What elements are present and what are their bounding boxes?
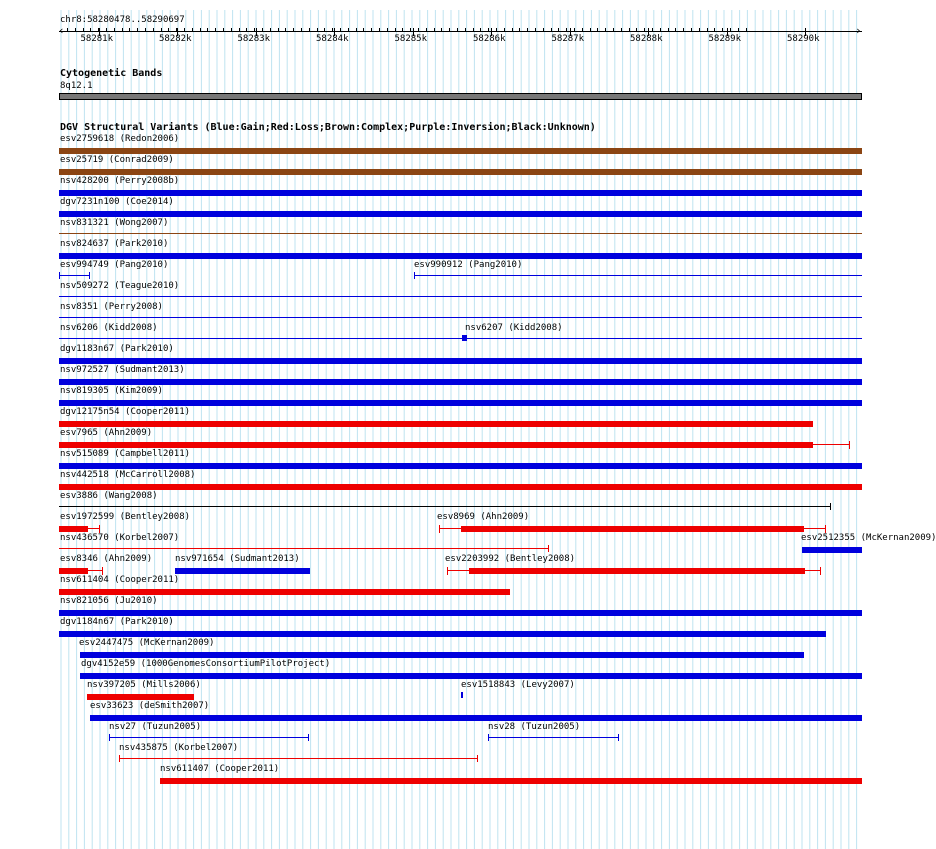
ruler-minor-tick [644,28,645,31]
ruler-minor-tick [270,28,271,31]
ruler-label: 58289k [708,34,742,44]
ruler-label: 58282k [159,34,192,44]
variant-bar[interactable] [59,568,88,574]
ruler-minor-tick [465,28,466,31]
variant-bar[interactable] [59,275,89,276]
variant-bar[interactable] [87,694,194,700]
ruler-minor-tick [738,28,739,31]
ruler-minor-tick [395,28,396,31]
ruler-minor-tick [621,28,622,31]
ruler-arrow-icon: › [855,24,862,37]
variant-bar[interactable] [59,190,862,196]
variant-end-tick[interactable] [308,734,309,741]
variant-end-tick[interactable] [109,734,110,741]
ruler-minor-tick [402,28,403,31]
ruler-minor-tick [551,28,552,31]
ruler-minor-tick [582,28,583,31]
variant-bar[interactable] [488,737,618,738]
variant-bar[interactable] [59,358,862,364]
ruler-minor-tick [613,28,614,31]
variant-end-tick[interactable] [89,272,90,279]
ruler-minor-tick [730,28,731,31]
variant-end-tick[interactable] [447,567,448,575]
cytoband-label: 8q12.1 [60,81,93,91]
ruler-minor-tick [519,28,520,31]
variant-bar[interactable] [109,737,308,738]
ruler-minor-tick [122,28,123,31]
variant-label[interactable]: dgv4152e59 (1000GenomesConsortiumPilotProject) [81,659,331,669]
ruler-minor-tick [527,28,528,31]
ruler-minor-tick [457,28,458,31]
variant-end-tick[interactable] [99,525,100,533]
ruler-minor-tick [714,28,715,31]
variant-label[interactable]: nsv972527 (Sudmant2013) [60,365,185,375]
variant-label[interactable]: esv2512355 (McKernan2009) [801,533,936,543]
ruler-label: 58281k [80,34,114,44]
ruler-minor-tick [605,28,606,31]
ruler-minor-tick [215,28,216,31]
variant-bar[interactable] [59,211,862,217]
ruler-minor-tick [363,28,364,31]
ruler-minor-tick [597,28,598,31]
variant-end-tick[interactable] [439,525,440,533]
ruler-minor-tick [145,28,146,31]
ruler-minor-tick [262,28,263,31]
ruler-minor-tick [75,28,76,31]
variant-label[interactable]: esv1972599 (Bentley2008) [60,512,191,522]
variant-label[interactable]: nsv515089 (Campbell2011) [60,449,191,459]
ruler-minor-tick [660,28,661,31]
variant-label[interactable]: nsv436570 (Korbel2007) [60,533,180,543]
variant-bar[interactable] [59,169,862,175]
variant-label[interactable]: nsv819305 (Kim2009) [60,386,163,396]
ruler-label: 58285k [394,34,428,44]
variant-label[interactable]: nsv611407 (Cooper2011) [160,764,280,774]
ruler-minor-tick [449,28,450,31]
variant-bar[interactable] [160,778,862,784]
ruler-minor-tick [161,28,162,31]
ruler-minor-tick [668,28,669,31]
cytoband-track-title: Cytogenetic Bands [60,68,163,79]
variant-end-tick[interactable] [548,545,549,552]
ruler-minor-tick [652,28,653,31]
variant-label[interactable]: esv994749 (Pang2010) [60,260,169,270]
variant-label[interactable]: nsv971654 (Sudmant2013) [175,554,300,564]
ruler-minor-tick [301,28,302,31]
variant-end-tick[interactable] [825,525,826,533]
variant-label[interactable]: dgv12175n54 (Cooper2011) [60,407,191,417]
ruler-minor-tick [129,28,130,31]
ruler-minor-tick [574,28,575,31]
variant-label[interactable]: nsv428200 (Perry2008b) [60,176,180,186]
variant-bar[interactable] [175,568,310,574]
variant-end-tick[interactable] [618,734,619,741]
ruler-minor-tick [636,28,637,31]
ruler-minor-tick [231,28,232,31]
variant-bar[interactable] [469,568,805,574]
ruler-minor-tick [683,28,684,31]
ruler-label: 58288k [630,34,663,44]
variant-bar[interactable] [59,296,862,297]
variant-label[interactable]: nsv28 (Tuzun2005) [488,722,581,732]
variant-end-tick[interactable] [488,734,489,741]
variant-label[interactable]: nsv27 (Tuzun2005) [109,722,202,732]
ruler-minor-tick [504,28,505,31]
variant-label[interactable]: esv2759618 (Redon2006) [60,134,180,144]
ruler-minor-tick [691,28,692,31]
variant-bar[interactable] [59,463,862,469]
variant-label[interactable]: nsv509272 (Teague2010) [60,281,180,291]
ruler-minor-tick [168,28,169,31]
ruler-minor-tick [496,28,497,31]
variant-bar[interactable] [119,758,477,759]
ruler-minor-tick [473,28,474,31]
ruler-minor-tick [246,28,247,31]
ruler-label: 58290k [787,34,820,44]
variant-label[interactable]: nsv824637 (Park2010) [60,239,169,249]
variant-bar[interactable] [59,484,862,490]
ruler-minor-tick [387,28,388,31]
ruler-minor-tick [285,28,286,31]
variant-end-tick[interactable] [820,567,821,575]
variant-bar[interactable] [59,253,862,259]
ruler-minor-tick [293,28,294,31]
variant-bar[interactable] [90,715,862,721]
ruler-line [59,31,862,32]
variant-bar[interactable] [59,526,88,532]
ruler-minor-tick [699,28,700,31]
variant-bar[interactable] [59,379,862,385]
variant-bar[interactable] [59,548,548,549]
variant-bar[interactable] [59,233,862,234]
ruler-minor-tick [324,28,325,31]
variant-label[interactable]: nsv6206 (Kidd2008) [60,323,158,333]
variant-bar[interactable] [59,506,830,507]
ruler-minor-tick [90,28,91,31]
variant-bar[interactable] [80,673,862,679]
variant-label[interactable]: nsv831321 (Wong2007) [60,218,169,228]
variant-bar[interactable] [462,335,467,341]
variant-label[interactable]: esv1518843 (Levy2007) [461,680,575,690]
variant-bar[interactable] [414,275,862,276]
variant-label[interactable]: esv8969 (Ahn2009) [437,512,530,522]
cytoband-bar[interactable] [59,93,862,100]
ruler-minor-tick [371,28,372,31]
ruler-minor-tick [184,28,185,31]
ruler-minor-tick [278,28,279,31]
ruler-minor-tick [200,28,201,31]
ruler-minor-tick [535,28,536,31]
variant-bar[interactable] [59,317,862,318]
variant-end-tick[interactable] [59,272,60,279]
variant-bar[interactable] [59,400,862,406]
variant-label[interactable]: nsv435875 (Korbel2007) [119,743,239,753]
variant-end-tick[interactable] [849,441,850,449]
variant-label[interactable]: esv2447475 (McKernan2009) [79,638,215,648]
ruler-minor-tick [348,28,349,31]
ruler-minor-tick [707,28,708,31]
dgv-track-title: DGV Structural Variants (Blue:Gain;Red:Loss;Brown:Complex;Purple:Inversion;Black:Unknown) [60,122,596,133]
variant-bar[interactable] [59,338,460,339]
variant-label[interactable]: nsv821056 (Ju2010) [60,596,158,606]
ruler-label: 58283k [237,34,271,44]
variant-label[interactable]: esv2203992 (Bentley2008) [445,554,576,564]
variant-bar[interactable] [59,148,862,154]
variant-label[interactable]: nsv8351 (Perry2008) [60,302,163,312]
ruler-minor-tick [223,28,224,31]
ruler-minor-tick [192,28,193,31]
ruler-minor-tick [434,28,435,31]
ruler-minor-tick [629,28,630,31]
ruler-minor-tick [488,28,489,31]
ruler-minor-tick [410,28,411,31]
variant-label[interactable]: esv25719 (Conrad2009) [60,155,174,165]
variant-bar[interactable] [88,528,99,529]
ruler-label: 58286k [473,34,506,44]
variant-bar[interactable] [461,526,804,532]
ruler-minor-tick [239,28,240,31]
ruler-minor-tick [558,28,559,31]
ruler-minor-tick [441,28,442,31]
variant-bar[interactable] [88,570,102,571]
ruler-arrow-icon: ‹ [58,24,65,37]
ruler-minor-tick [356,28,357,31]
ruler-minor-tick [106,28,107,31]
variant-label[interactable]: dgv7231n100 (Coe2014) [60,197,174,207]
variant-label[interactable]: dgv1183n67 (Park2010) [60,344,174,354]
ruler-minor-tick [340,28,341,31]
variant-end-tick[interactable] [119,755,120,762]
variant-bar[interactable] [59,589,510,595]
variant-bar[interactable] [80,652,804,658]
variant-label[interactable]: nsv397205 (Mills2006) [87,680,201,690]
ruler-minor-tick [675,28,676,31]
variant-bar[interactable] [460,338,862,339]
ruler-minor-tick [418,28,419,31]
ruler-minor-tick [566,28,567,31]
variant-label[interactable]: nsv611404 (Cooper2011) [60,575,180,585]
variant-bar[interactable] [59,421,813,427]
variant-label[interactable]: esv7965 (Ahn2009) [60,428,153,438]
ruler-minor-tick [309,28,310,31]
variant-end-tick[interactable] [414,272,415,279]
variant-label[interactable]: dgv1184n67 (Park2010) [60,617,174,627]
ruler-minor-tick [207,28,208,31]
ruler-minor-tick [83,28,84,31]
ruler-minor-tick [722,28,723,31]
variant-label[interactable]: nsv6207 (Kidd2008) [465,323,563,333]
ruler-minor-tick [512,28,513,31]
ruler-minor-tick [746,28,747,31]
ruler-label: 58287k [551,34,585,44]
ruler-minor-tick [153,28,154,31]
variant-bar[interactable] [59,631,826,637]
ruler-minor-tick [137,28,138,31]
variant-label[interactable]: esv3886 (Wang2008) [60,491,158,501]
variant-label[interactable]: nsv442518 (McCarroll2008) [60,470,196,480]
variant-bar[interactable] [802,547,862,553]
ruler-label: 58284k [316,34,349,44]
ruler-minor-tick [480,28,481,31]
position-label: chr8:58280478..58290697 [60,15,185,25]
ruler-minor-tick [379,28,380,31]
variant-end-tick[interactable] [477,755,478,762]
ruler-minor-tick [317,28,318,31]
ruler-minor-tick [67,28,68,31]
variant-end-tick[interactable] [102,567,103,575]
ruler-minor-tick [426,28,427,31]
variant-bar[interactable] [813,444,849,445]
variant-label[interactable]: esv8346 (Ahn2009) [60,554,153,564]
variant-bar[interactable] [59,610,862,616]
variant-bar[interactable] [59,442,813,448]
ruler-minor-tick [543,28,544,31]
variant-label[interactable]: esv33623 (deSmith2007) [90,701,210,711]
ruler-minor-tick [114,28,115,31]
variant-bar[interactable] [461,692,463,698]
ruler-minor-tick [590,28,591,31]
variant-end-tick[interactable] [830,503,831,510]
variant-label[interactable]: esv990912 (Pang2010) [414,260,523,270]
